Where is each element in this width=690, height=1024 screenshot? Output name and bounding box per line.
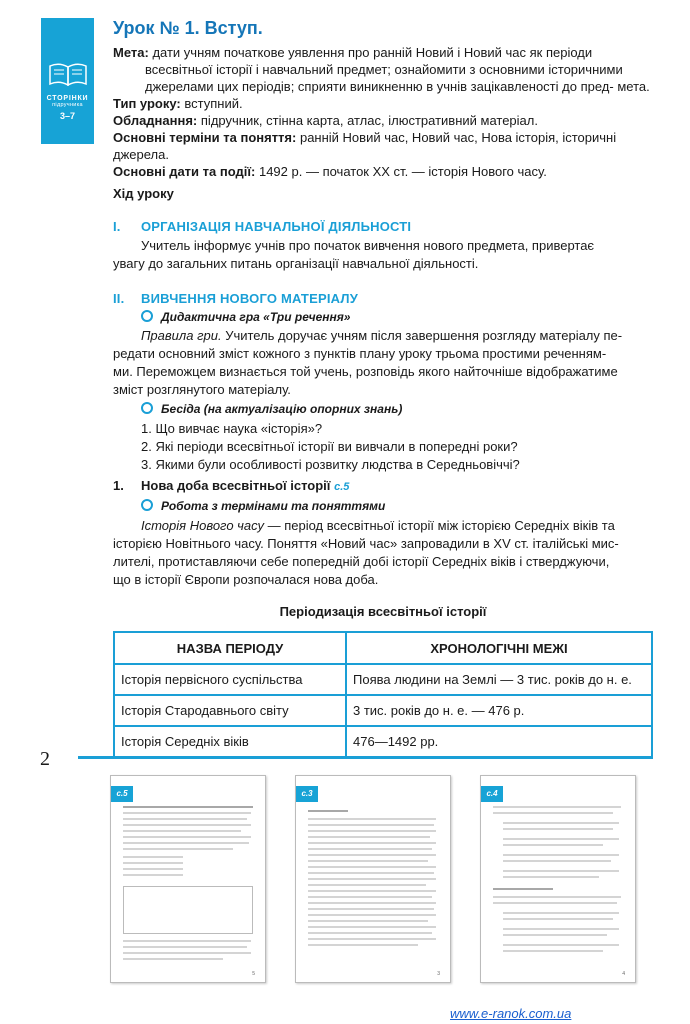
definition-line-4: що в історії Європи розпочалася нова доба. (113, 572, 379, 587)
equipment-label: Обладнання: (113, 113, 198, 128)
thumbnail-page-number: 5 (252, 971, 255, 977)
table-row (114, 664, 652, 695)
definition-text (113, 517, 653, 589)
dates-label: Основні дати та події: (113, 164, 256, 179)
goal-line-2: всесвітньої історії і навчальний предмет; ознайомити з основними історичними (145, 62, 623, 77)
lesson-type (113, 95, 653, 112)
bullet-circle-icon (141, 402, 153, 414)
game-heading (141, 310, 350, 324)
question-item: 3. Якими були особливості розвитку людства в Середньовіччі? (141, 457, 520, 472)
rules-label: Правила гри. (141, 328, 222, 343)
definition-term: Історія Нового часу (141, 518, 264, 533)
badge-subtitle: підручника (52, 102, 83, 108)
terms-work-heading (141, 499, 385, 513)
section-2-title: ВИВЧЕННЯ НОВОГО МАТЕРІАЛУ (141, 291, 358, 306)
goal-line-1: дати учням початкове уявлення про ранній Новий і Новий час як періоди (152, 45, 593, 60)
textbook-page-thumbnail (295, 775, 451, 983)
subsection-number: 1. (113, 478, 124, 493)
rules-line-1-text: Учитель доручає учням після завершення розгляду матеріалу пе- (225, 328, 623, 343)
section-1-line-1: Учитель інформує учнів про початок вивчення нового предмета, привертає (141, 238, 595, 253)
rules-line-4: зміст розглянутого матеріалу. (113, 382, 291, 397)
goal-line-4: мета. (617, 79, 650, 94)
lesson-course-heading: Хід уроку (113, 186, 174, 201)
game-title: Дидактична гра «Три речення» (161, 310, 351, 324)
badge-pages: 3–7 (59, 111, 76, 121)
rules-line-1 (113, 327, 653, 345)
section-2-number: II. (113, 291, 125, 306)
badge-title: СТОРІНКИ (46, 95, 89, 102)
table-row (114, 726, 652, 757)
definition-line-3: лителі, протиставляючи себе попередній добі історії Середніх віків і стверджуючи, (113, 554, 610, 569)
section-1-heading (113, 219, 411, 234)
equipment-value: підручник, стінна карта, атлас, ілюстративний матеріал. (200, 113, 538, 128)
period-name: Історія Середніх віків (114, 726, 346, 757)
column-header: НАЗВА ПЕРІОДУ (114, 632, 346, 664)
period-dates: 3 тис. років до н. е. — 476 р. (346, 695, 652, 726)
rules-line-2: редати основний зміст кожного з пунктів плану уроку трьома простими реченням- (113, 346, 607, 361)
bullet-circle-icon (141, 310, 153, 322)
subsection-heading (113, 478, 349, 493)
section-1-title: ОРГАНІЗАЦІЯ НАВЧАЛЬНОЇ ДІЯЛЬНОСТІ (141, 219, 412, 234)
lesson-equipment (113, 112, 653, 129)
bullet-circle-icon (141, 499, 153, 511)
publisher-link[interactable]: www.e-ranok.com.ua (450, 1006, 572, 1021)
section-1-text (113, 237, 653, 273)
question-list (141, 420, 520, 474)
terms-label: Основні терміни та поняття: (113, 130, 297, 145)
textbook-page-thumbnail (110, 775, 266, 983)
definition-line-1-text: — період всесвітньої історії між історією Середніх віків та (267, 518, 615, 533)
talk-heading (141, 402, 402, 416)
terms-work-title: Робота з термінами та поняттями (161, 499, 386, 513)
terms-value: ранній Новий час, Новий час, Нова історія, історичні джерела. (113, 130, 617, 162)
rules-line-3: ми. Переможцем визнається той учень, розповідь якого найточніше відображатиме (113, 364, 618, 379)
period-name: Історія первісного суспільства (114, 664, 346, 695)
goal-label: Мета: (113, 45, 149, 60)
lesson-goal (113, 44, 653, 95)
question-item: 2. Які періоди всесвітньої історії ви вивчали в попередні роки? (141, 439, 518, 454)
thumbnail-page-number: 4 (622, 971, 625, 977)
table-row (114, 695, 652, 726)
thumbnail-label: с.4 (481, 786, 503, 802)
divider (78, 756, 653, 759)
type-label: Тип уроку: (113, 96, 181, 111)
lesson-title: Урок № 1. Вступ. (113, 18, 263, 38)
section-1-line-2: увагу до загальних питань організації навчальної діяльності. (113, 256, 479, 271)
lesson-meta (113, 44, 653, 180)
dates-value: 1492 р. — початок ХХ ст. — історія Нового часу. (258, 164, 547, 179)
page-number: 2 (40, 748, 50, 770)
definition-line-2: історією Новітнього часу. Поняття «Новий час» запровадили в XV ст. італійські мис- (113, 536, 619, 551)
thumbnail-label: с.3 (296, 786, 318, 802)
thumbnail-label: с.5 (111, 786, 133, 802)
period-name: Історія Стародавнього світу (114, 695, 346, 726)
period-dates: 476—1492 рр. (346, 726, 652, 757)
textbook-page-thumbnail (480, 775, 636, 983)
talk-title: Бесіда (на актуалізацію опорних знань) (161, 402, 403, 416)
textbook-pages-badge (41, 18, 94, 144)
textbook-page-ref: с.5 (334, 481, 350, 493)
type-value: вступний. (184, 96, 243, 111)
definition-line-1 (113, 517, 653, 535)
thumbnail-page-number: 3 (437, 971, 440, 977)
question-item: 1. Що вивчає наука «історія»? (141, 421, 323, 436)
goal-line-3: джерелами цих періодів; сприяти виникненню в учнів зацікавленості до пред- (145, 79, 614, 94)
table-header-row (114, 632, 652, 664)
lesson-terms (113, 129, 653, 163)
open-book-icon (41, 62, 94, 91)
section-2-heading (113, 291, 358, 306)
game-rules (113, 327, 653, 399)
subsection-title: Нова доба всесвітньої історії (141, 478, 331, 493)
period-dates: Поява людини на Землі — 3 тис. років до н. е. (346, 664, 652, 695)
lesson-dates (113, 163, 653, 180)
section-1-number: I. (113, 219, 121, 234)
column-header: ХРОНОЛОГІЧНІ МЕЖІ (346, 632, 652, 664)
table-title: Періодизація всесвітньої історії (279, 604, 487, 619)
periodization-table (113, 631, 653, 758)
